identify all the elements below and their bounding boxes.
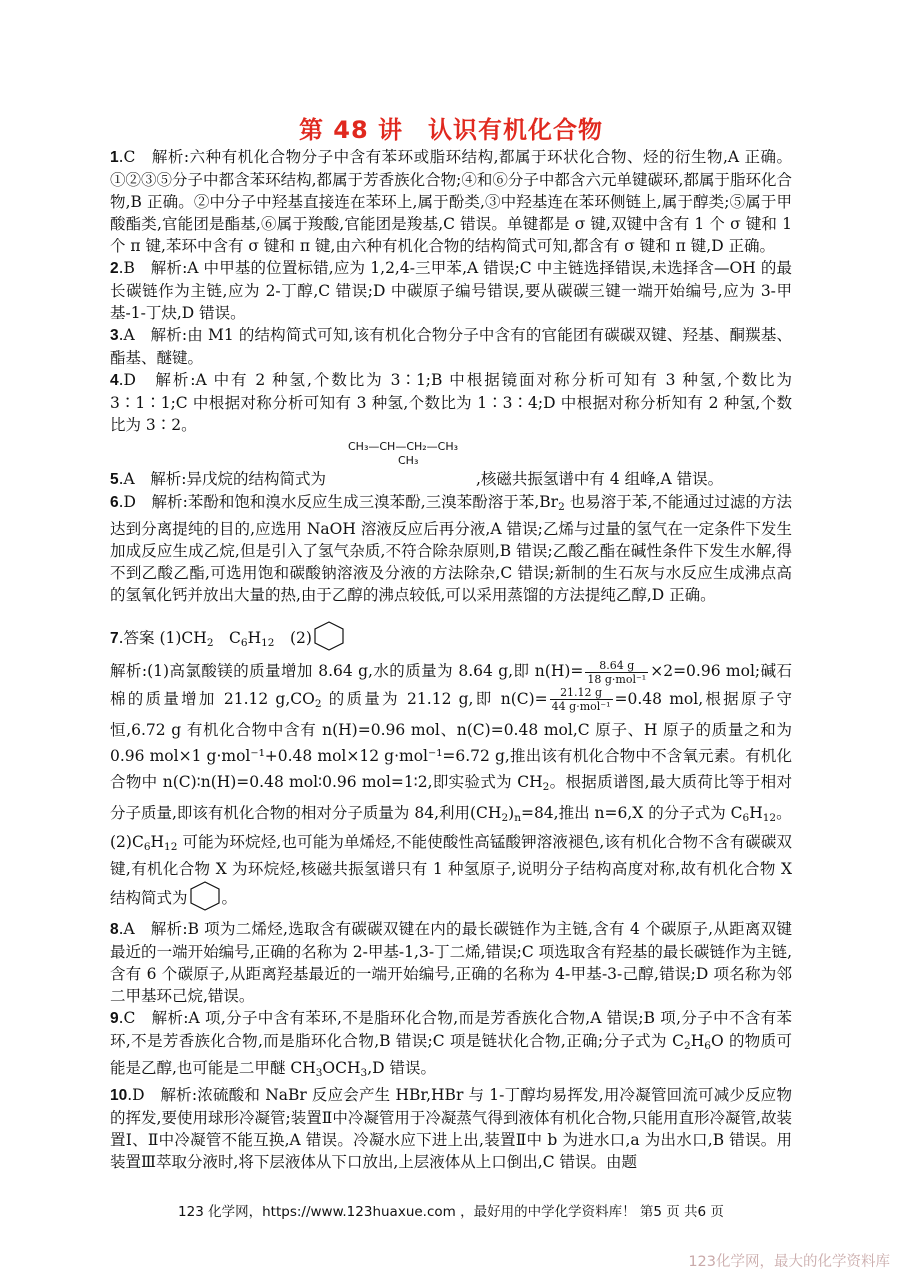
q7-sub2: 6 <box>240 637 248 649</box>
q7-answer-c: H <box>247 629 262 647</box>
q5-structure-main: CH₃—CH—CH₂—CH₃ <box>348 440 459 453</box>
q9-sub3: 3 <box>315 1066 323 1079</box>
q7-p1-e: 。根据质谱图,最大质荷比等于相对分子质量,即该有机化合物的相对分子质量为 84,利用(CH <box>110 772 792 822</box>
answer-content <box>110 146 792 1173</box>
q5-text-b: ,核磁共振氢谱中有 4 组峰,A 错误。 <box>475 470 724 488</box>
q6-number: 6 <box>110 494 119 511</box>
q1-item <box>110 146 792 257</box>
q7-p2-a: (2)C <box>110 832 144 851</box>
q1-text: .C 解析:六种有机化合物分子中含有苯环或脂环结构,都属于环状化合物、烃的衍生物,A 正确。①②③⑤分子中都含苯环结构,都属于芳香族化合物;④和⑥分子中都含六元单键碳环,都属于脂环化合物,B 正确。②中分子中羟基直接连在苯环上,属于酚类,③中羟基连在苯环侧链上,属于醇类;⑤属于甲酸酯类,官能团是酯基,⑥属于羧酸,官能团是羧基,C 错误。单键都是 σ 键,双键中含有 1 个 σ 键和 1 个 π 键,苯环中含有 σ 键和 π 键,由六种有机化合物的结构简式可知,都含有 σ 键和 π 键,D 正确。 <box>110 148 792 255</box>
q5-structure-branch: CH₃ <box>398 454 419 467</box>
q7-p2-c: 可能为环烷烃,也可能为单烯烃,不能使酸性高锰酸钾溶液褪色,该有机化合物不含有碳碳双键,有机化合物 X 为环烷烃,核磁共振氢谱只有 1 种氢原子,说明分子结构高度对称,故有机化合物 X 结构简式为 <box>110 832 792 907</box>
q6-sub: 2 <box>558 501 565 513</box>
q7-analysis-2 <box>110 831 792 918</box>
fraction-1-numerator: 8.64 g <box>585 659 648 673</box>
q7-sub1: 2 <box>206 637 214 649</box>
q8-item <box>110 918 792 1007</box>
q4-number: 4 <box>110 372 119 389</box>
q7-p1-c: 的质量为 21.12 g,即 n(C)= <box>321 689 548 708</box>
q4-item <box>110 369 792 436</box>
q10-text: .D 解析:浓硫酸和 NaBr 反应会产生 HBr,HBr 与 1-丁醇均易挥发,用冷凝管回流可减少反应物的挥发,要使用球形冷凝管;装置Ⅱ中冷凝管用于冷凝蒸气得到液体有机化合物,只能用直形冷凝管,故装置Ⅰ、Ⅱ中冷凝管不能互换,A 错误。冷凝水应下进上出,装置Ⅱ中 b 为进水口,a 为出水口,B 错误。用装置Ⅲ萃取分液时,将下层液体从下口放出,上层液体从上口倒出,C 错误。由题 <box>110 1085 792 1171</box>
q7-p1-g: =84,推出 n=6,X 的分子式为 C <box>520 803 743 822</box>
q10-item <box>110 1084 792 1173</box>
q2-number: 2 <box>110 260 119 277</box>
q5-number: 5 <box>110 471 119 488</box>
q7-p1-i: 。 <box>776 803 792 822</box>
q3-item <box>110 324 792 369</box>
q10-number: 10 <box>110 1086 128 1104</box>
page-footer: 123 化学网，https://www.123huaxue.com ，最好用的中学化学资料库！ 第5 页 共6 页 <box>178 1204 724 1220</box>
q7-p1-sub: 2 <box>314 697 322 710</box>
page-title: 第 48 讲 认识有机化合物 <box>298 116 604 144</box>
q8-text: .A 解析:B 项为二烯烃,选取含有碳碳双键在内的最长碳链作为主链,含有 4 个碳原子,从距离双键最近的一端开始编号,正确的名称为 2-甲基-1,3-丁二烯,错误;C 项选取含有羟基的最长碳链作为主链,含有 6 个碳原子,从距离羟基最近的一端开始编号,正确的名称为 4-甲基-3-己醇,错误;D 项名称为邻二甲基环己烷,错误。 <box>110 919 792 1005</box>
watermark: 123化学网，最大的化学资料库 <box>688 1254 890 1270</box>
q2-text: .B 解析:A 中甲基的位置标错,应为 1,2,4-三甲苯,A 错误;C 中主链选择错误,未选择含—OH 的最长碳链作为主链,应为 2-丁醇,C 错误;D 中碳原子编号错误,要从碳碳三键一端开始编号,应为 3-甲基-1-丁炔,D 错误。 <box>110 259 792 322</box>
fraction-2-denominator: 44 g·mol⁻¹ <box>551 700 611 713</box>
q3-text: .A 解析:由 M1 的结构简式可知,该有机化合物分子中含有的官能团有碳碳双键、羟基、酮羰基、酯基、醚键。 <box>110 326 792 367</box>
q5-text-a: .A 解析:异戊烷的结构简式为 <box>118 470 326 488</box>
q7-answer <box>110 620 792 658</box>
q9-sub4: 3 <box>360 1066 368 1079</box>
q2-item <box>110 257 792 324</box>
q6-text-b: 也易溶于苯,不能通过过滤的方法达到分离提纯的目的,应选用 NaOH 溶液反应后再分液,A 错误;乙烯与过量的氢气在一定条件下发生加成反应生成乙烷,但是引入了氢气杂质,不符合除杂原则,B 错误;乙酸乙酯在碱性条件下发生水解,得不到乙酸乙酯,可选用饱和碳酸钠溶液及分液的方法除杂,C 错误;新制的生石灰与水反应生成沸点高的氢氧化钙并放出大量的热,由于乙醇的沸点较低,可以采用蒸馏的方法提纯乙醇,D 正确。 <box>110 493 793 604</box>
q4-text: .D 解析:A 中有 2 种氢,个数比为 3∶1;B 中根据镜面对称分析可知有 3 种氢,个数比为 3∶1∶1;C 中根据对称分析可知有 3 种氢,个数比为 1∶3∶4;D 中根据对称分析知有 2 种氢,个数比为 3∶2。 <box>110 371 792 434</box>
q9-item <box>110 1007 792 1084</box>
q9-text-a: .C 解析:A 项,分子中含有苯环,不是脂环化合物,而是芳香族化合物,A 错误;B 项,分子中不含有苯环,不是芳香族化合物,而是脂环化合物,B 错误;C 项是链状化合物,正确;分子式为 C <box>110 1008 792 1050</box>
q7-p1-d: =0.48 mol,根据原子守恒,6.72 g 有机化合物中含有 n(H)=0.96 mol、n(C)=0.48 mol,C 原子、H 原子的质量之和为 0.96 mol×1 g·mol⁻¹+0.48 mol×12 g·mol⁻¹=6.72 g,推出该有机化合物中不含氧元素。有机化合物中 n(C)∶n(H)=0.48 mol∶0.96 mol=1∶2,即实验式为 CH <box>110 689 792 791</box>
fraction-1-denominator: 18 g·mol⁻¹ <box>587 672 647 686</box>
q5-item <box>110 468 792 491</box>
q7-answer-a: .答案 (1)CH <box>118 629 207 647</box>
q7-p1-sub5: 6 <box>742 811 750 824</box>
fraction-1 <box>585 659 648 686</box>
q7-answer-d: (2) <box>274 629 312 647</box>
fraction-2 <box>550 686 613 713</box>
q7-analysis-1 <box>110 658 792 831</box>
q7-p1-b: ×2=0.96 mol;碱石棉的质量增加 21.12 g,CO <box>110 662 792 708</box>
q7-p1-sub3: 2 <box>501 811 509 824</box>
fraction-2-numerator: 21.12 g <box>550 686 613 700</box>
q7-p2-b: H <box>150 832 165 851</box>
q7-p2-d: 。 <box>221 888 238 907</box>
q7-sub3: 12 <box>261 637 275 649</box>
q9-text-b: H <box>690 1031 705 1050</box>
q7-p1-sub6: 12 <box>762 811 777 824</box>
q9-number: 9 <box>110 1009 119 1027</box>
q7-p1-a: 解析:(1)高氯酸镁的质量增加 8.64 g,水的质量为 8.64 g,即 n(H)= <box>110 662 584 680</box>
q7-p2-sub2: 12 <box>164 840 178 853</box>
q7-number: 7 <box>110 630 119 647</box>
q8-number: 8 <box>110 920 119 938</box>
q9-text-c: O 的物质可能是乙醇,也可能是二甲醚 CH <box>110 1031 793 1077</box>
q9-text-d: OCH <box>322 1058 361 1077</box>
q9-text-e: ,D 错误。 <box>367 1058 436 1077</box>
q1-number: 1 <box>110 149 119 166</box>
benzene-ring-icon <box>312 620 346 658</box>
cyclohexane-icon <box>188 880 222 918</box>
q7-p2-sub1: 6 <box>143 840 151 853</box>
q7-p1-sub2: 2 <box>542 780 550 793</box>
q9-sub2: 6 <box>704 1039 711 1052</box>
q7-p1-f: ) <box>508 803 515 822</box>
q6-text-a: .D 解析:苯酚和饱和溴水反应生成三溴苯酚,三溴苯酚溶于苯,Br <box>118 493 559 511</box>
q7-p1-sub4: n <box>514 811 521 824</box>
q9-sub1: 2 <box>684 1039 691 1052</box>
q7-p1-h: H <box>749 803 763 822</box>
q5-structure <box>110 440 792 468</box>
q7-answer-b: C <box>213 629 241 647</box>
q3-number: 3 <box>110 327 119 344</box>
q6-item <box>110 491 792 606</box>
